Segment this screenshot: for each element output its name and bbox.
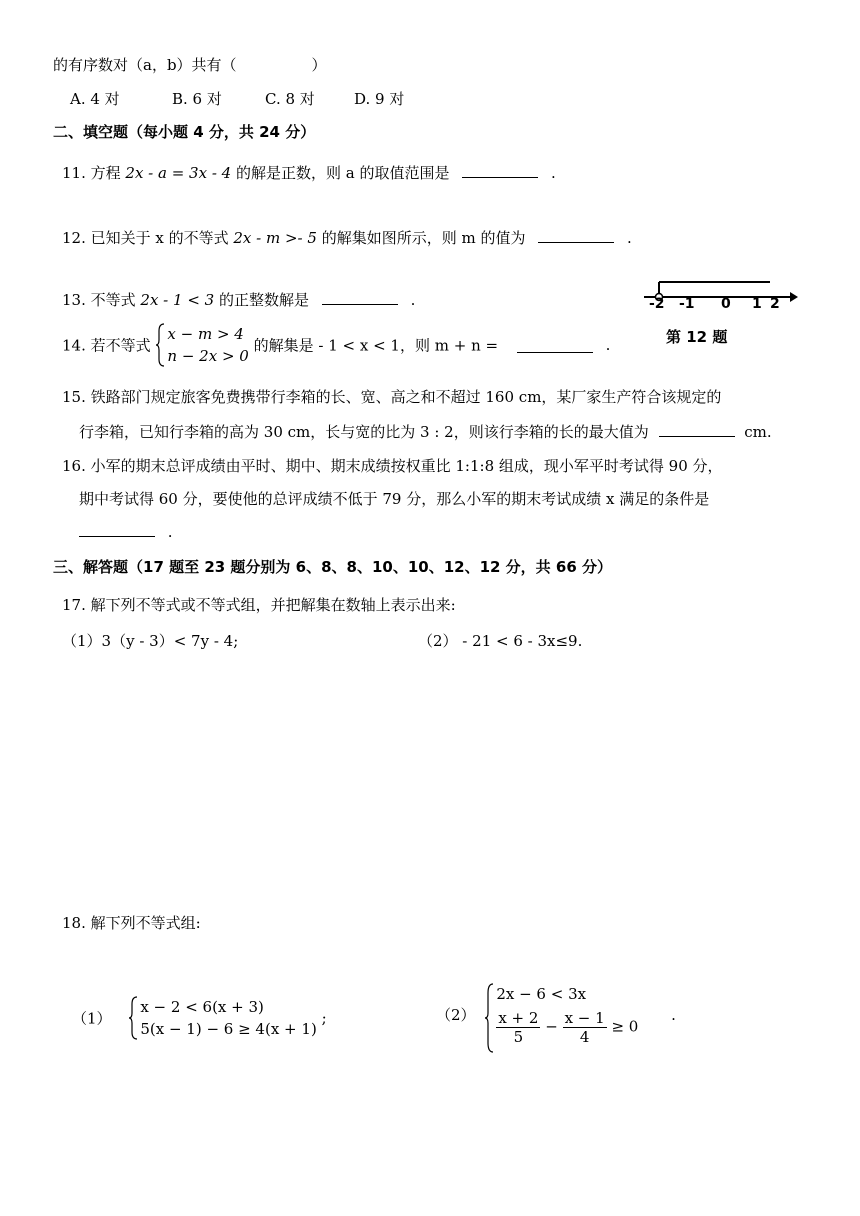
figure-caption: 第 12 题 bbox=[666, 328, 728, 346]
question-16-line3 bbox=[79, 522, 173, 541]
q12-pre: 12. 已知关于 x 的不等式 bbox=[62, 229, 234, 247]
q14-pre: 14. 若不等式 bbox=[62, 336, 151, 355]
q15-unit: cm. bbox=[744, 423, 772, 441]
question-18-part2 bbox=[436, 983, 676, 1046]
question-17-part2: （2） - 21 < 6 - 3x≤9. bbox=[418, 632, 583, 650]
left-brace-icon bbox=[484, 983, 494, 1053]
q15-line2-text: 行李箱，已知行李箱的高为 30 cm，长与宽的比为 3 : 2，则该行李箱的长的最大值为 bbox=[79, 423, 649, 441]
q16-answer-blank[interactable] bbox=[79, 522, 155, 537]
tick-label: -1 bbox=[679, 296, 695, 312]
q18-p2-num2: x − 1 bbox=[564, 1009, 605, 1027]
q14-inequality-system bbox=[155, 323, 248, 367]
q13-expr: 2x - 1 < 3 bbox=[140, 291, 215, 309]
q14-line1: x − m > 4 bbox=[167, 325, 244, 343]
q14-post: 的解集是 - 1 < x < 1，则 m + n = bbox=[253, 336, 499, 355]
q12-end: . bbox=[627, 229, 632, 247]
q16-end: . bbox=[167, 523, 173, 541]
question-15-line1: 15. 铁路部门规定旅客免费携带行李箱的长、宽、高之和不超过 160 cm，某厂家生产符合该规定的 bbox=[62, 388, 722, 406]
left-brace-icon bbox=[155, 323, 165, 367]
question-11 bbox=[62, 162, 556, 183]
q13-answer-blank[interactable] bbox=[322, 290, 398, 305]
q11-post: 的解是正数，则 a 的取值范围是 bbox=[231, 164, 450, 182]
tick-label: 1 bbox=[752, 296, 762, 312]
question-18-stem: 18. 解下列不等式组: bbox=[62, 914, 201, 932]
q13-pre: 13. 不等式 bbox=[62, 291, 141, 309]
q11-expr: 2x - a = 3x - 4 bbox=[125, 164, 232, 182]
q11-answer-blank[interactable] bbox=[462, 163, 538, 178]
q14-line2: n − 2x > 0 bbox=[167, 347, 249, 365]
q14-end: . bbox=[605, 336, 611, 354]
question-12 bbox=[62, 227, 632, 248]
q18-p2-tail: ≥ 0 bbox=[611, 1017, 639, 1036]
q18-p1-line1: x − 2 < 6(x + 3) bbox=[140, 998, 264, 1016]
q18-p2-den2: 4 bbox=[579, 1028, 590, 1046]
q18-p2-system bbox=[484, 983, 638, 1046]
question-17-stem: 17. 解下列不等式或不等式组，并把解集在数轴上表示出来: bbox=[62, 596, 456, 614]
question-continuation: 的有序数对（a，b）共有（ ） bbox=[53, 56, 327, 74]
choice-c: C. 8 对 bbox=[265, 90, 315, 108]
q12-expr: 2x - m >- 5 bbox=[233, 229, 317, 247]
q14-answer-blank[interactable] bbox=[517, 338, 593, 353]
q18-p2-line1: 2x − 6 < 3x bbox=[496, 985, 587, 1003]
tick-label: 0 bbox=[721, 296, 731, 312]
q18-p1-system bbox=[128, 996, 316, 1040]
q11-pre: 11. 方程 bbox=[62, 164, 126, 182]
question-16-line1: 16. 小军的期末总评成绩由平时、期中、期末成绩按权重比 1:1:8 组成，现小军平时考试得 90 分， bbox=[62, 457, 723, 475]
question-18-part1 bbox=[72, 996, 327, 1040]
choice-b: B. 6 对 bbox=[172, 90, 222, 108]
q12-post: 的解集如图所示，则 m 的值为 bbox=[316, 229, 526, 247]
q18-p1-label: （1） bbox=[72, 1009, 112, 1028]
question-14 bbox=[62, 323, 610, 367]
question-16-line2: 期中考试得 60 分，要使他的总评成绩不低于 79 分，那么小军的期末考试成绩 x 满足的条件是 bbox=[79, 490, 710, 508]
q15-answer-blank[interactable] bbox=[659, 422, 735, 437]
question-13 bbox=[62, 289, 415, 310]
q12-answer-blank[interactable] bbox=[538, 228, 614, 243]
q18-p2-minus: − bbox=[545, 1017, 558, 1036]
tick-label: 2 bbox=[770, 296, 780, 312]
q11-end: . bbox=[551, 164, 556, 182]
fraction bbox=[563, 1009, 607, 1046]
question-15-line2 bbox=[79, 421, 772, 442]
q18-p2-den1: 5 bbox=[513, 1028, 524, 1046]
fraction bbox=[496, 1009, 540, 1046]
section-title-solutions: 三、解答题（17 题至 23 题分别为 6、8、8、10、10、12、12 分，共 66 分） bbox=[53, 558, 612, 576]
question-17-part1: （1）3（y - 3）< 7y - 4; bbox=[62, 632, 239, 650]
q18-p1-line2: 5(x − 1) − 6 ≥ 4(x + 1) bbox=[140, 1020, 317, 1038]
q18-p2-num1: x + 2 bbox=[498, 1009, 539, 1027]
q18-p2-end: . bbox=[671, 1005, 676, 1024]
section-title-fill-in: 二、填空题（每小题 4 分，共 24 分） bbox=[53, 123, 316, 141]
q13-end: . bbox=[410, 291, 416, 309]
q18-p1-end: ; bbox=[321, 1009, 327, 1027]
number-line-figure bbox=[640, 274, 800, 354]
tick-label: -2 bbox=[649, 296, 665, 312]
q13-post: 的正整数解是 bbox=[214, 291, 309, 309]
q18-p2-label: （2） bbox=[436, 1006, 476, 1024]
left-brace-icon bbox=[128, 996, 138, 1040]
choice-a: A. 4 对 bbox=[70, 90, 120, 108]
choice-d: D. 9 对 bbox=[354, 90, 405, 108]
